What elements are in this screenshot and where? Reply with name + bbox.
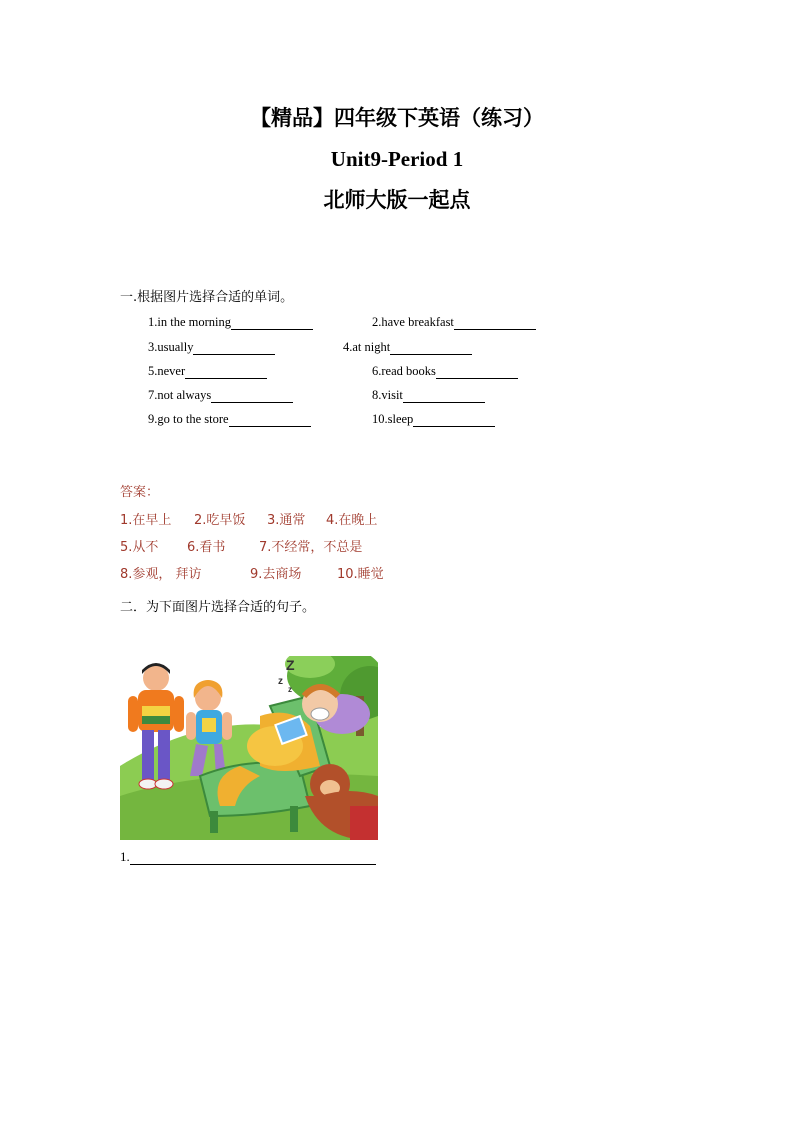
answer-3: 3.通常 <box>267 513 306 528</box>
answer-9: 9.去商场 <box>250 567 302 582</box>
answer-blank[interactable] <box>436 366 518 379</box>
vocab-item-text: 10.sleep <box>372 412 414 426</box>
question-number: 1. <box>120 849 130 864</box>
vocab-item-1 <box>148 314 313 330</box>
vocab-item-text: 7.not always <box>148 388 212 402</box>
worksheet-title: 【精品】四年级下英语（练习） <box>250 105 544 130</box>
answer-blank[interactable] <box>390 342 472 355</box>
vocab-item-text: 5.never <box>148 364 186 378</box>
answer-blank[interactable] <box>403 390 485 403</box>
answer-blank[interactable] <box>454 317 536 330</box>
answer-10: 10.睡觉 <box>337 567 384 582</box>
cartoon-illustration <box>120 656 378 840</box>
vocab-item-2 <box>372 314 536 330</box>
answer-7: 7.不经常，不总是 <box>259 540 363 555</box>
section-2-heading: 二．为下面图片选择合适的句子。 <box>120 600 316 615</box>
answer-blank[interactable] <box>231 317 313 330</box>
svg-text:z: z <box>288 685 292 694</box>
vocab-item-text: 9.go to the store <box>148 412 229 426</box>
vocab-item-5 <box>148 363 267 379</box>
answer-4: 4.在晚上 <box>326 513 378 528</box>
unit-period-title: Unit9-Period 1 <box>330 147 464 171</box>
answer-1: 1.在早上 <box>120 513 172 528</box>
sentence-answer-blank[interactable] <box>130 851 376 865</box>
answer-blank[interactable] <box>193 342 275 355</box>
answer-2: 2.吃早饭 <box>194 513 246 528</box>
svg-text:z: z <box>278 676 283 687</box>
vocab-item-10 <box>372 411 495 427</box>
vocab-item-text: 1.in the morning <box>148 315 231 329</box>
vocab-item-7 <box>148 387 293 403</box>
vocab-item-text: 4.at night <box>343 340 391 354</box>
vocab-item-6 <box>372 363 518 379</box>
vocab-item-9 <box>148 411 311 427</box>
sentence-question-1 <box>120 849 376 865</box>
answer-blank[interactable] <box>413 414 495 427</box>
vocab-item-4 <box>343 339 472 355</box>
answer-5: 5.从不 <box>120 540 159 555</box>
vocab-item-3 <box>148 339 275 355</box>
answer-6: 6.看书 <box>187 540 226 555</box>
vocab-item-8 <box>372 387 485 403</box>
edition-title: 北师大版一起点 <box>323 187 471 212</box>
section-1-heading: 一.根据图片选择合适的单词。 <box>120 290 294 305</box>
vocab-item-text: 2.have breakfast <box>372 315 454 329</box>
svg-text:Z: Z <box>286 657 295 673</box>
answer-blank[interactable] <box>211 390 293 403</box>
answers-label: 答案： <box>120 485 160 500</box>
answer-blank[interactable] <box>185 366 267 379</box>
vocab-item-text: 8.visit <box>372 388 403 402</box>
vocab-item-text: 6.read books <box>372 364 436 378</box>
answer-blank[interactable] <box>229 414 311 427</box>
vocab-item-text: 3.usually <box>148 340 194 354</box>
answer-8: 8.参观， 拜访 <box>120 567 202 582</box>
